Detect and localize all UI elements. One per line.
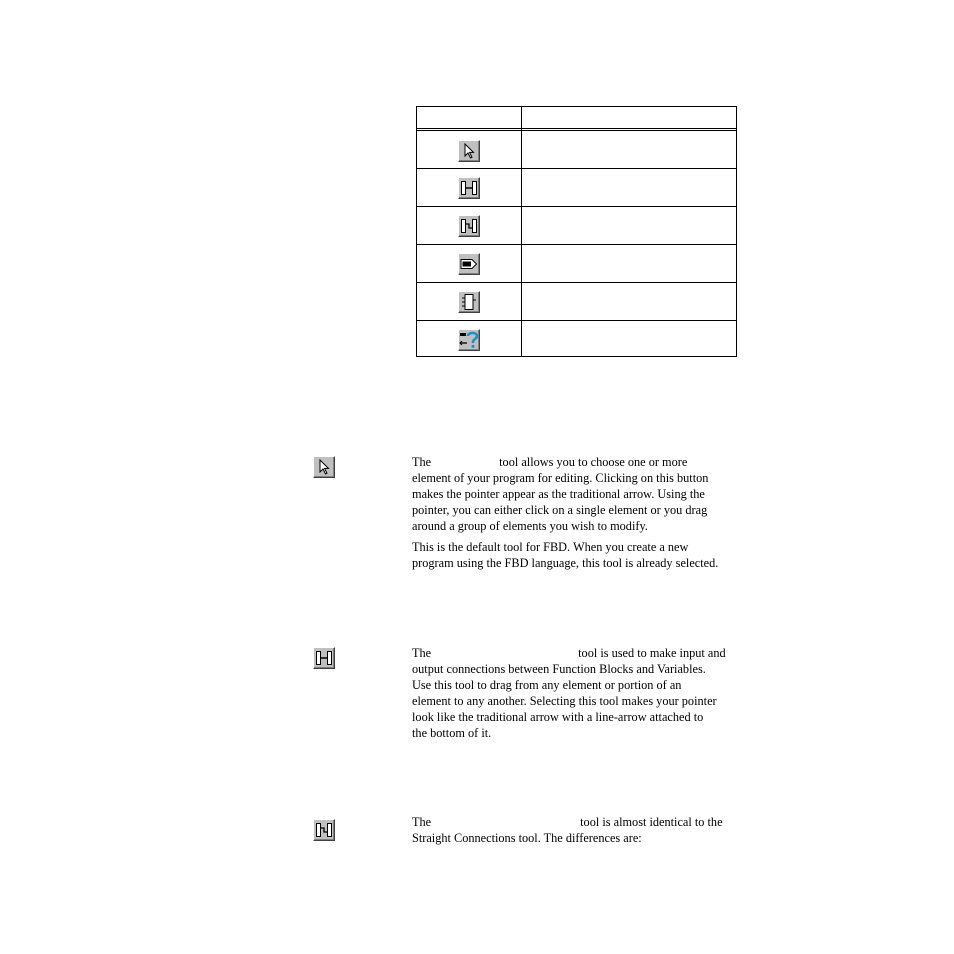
text-line: element of your program for editing. Clicking on this button <box>412 471 709 485</box>
straight-connection-icon <box>313 647 335 669</box>
table-row-selection <box>417 132 521 169</box>
flexible-connection-icon <box>458 215 480 237</box>
help-icon <box>458 329 480 351</box>
selection-tool-icon-wrap <box>313 456 335 478</box>
flexible-tool-icon-wrap <box>313 819 335 841</box>
text-line: around a group of elements you wish to modify. <box>412 519 648 533</box>
text-line: the bottom of it. <box>412 726 492 740</box>
fbd-tool-table <box>416 106 737 357</box>
straight-tool-icon-wrap <box>313 647 335 669</box>
text-line: This is the default tool for FBD. When you create a new <box>412 540 689 554</box>
table-row-straight <box>417 169 521 206</box>
pointer-icon <box>458 140 480 162</box>
text-line: Use this tool to drag from any element or portion of an <box>412 678 682 692</box>
function-block-icon <box>458 291 480 313</box>
text-line: program using the FBD language, this tool is already selected. <box>412 556 719 570</box>
column-divider <box>521 107 522 356</box>
flexible-connection-icon <box>313 819 335 841</box>
text-line: output connections between Function Blocks and Variables. <box>412 662 706 676</box>
text-line: The tool allows you to choose one or more <box>412 455 688 469</box>
table-row-flexible <box>417 207 521 244</box>
text-line: element to any another. Selecting this tool makes your pointer <box>412 694 717 708</box>
straight-description <box>412 645 736 741</box>
table-row-help <box>417 321 521 358</box>
table-row-variable <box>417 245 521 282</box>
text-line: The tool is used to make input and <box>412 646 726 660</box>
flexible-description <box>412 814 736 846</box>
straight-connection-icon <box>458 177 480 199</box>
pointer-icon <box>313 456 335 478</box>
header-rule <box>417 128 736 131</box>
text-line: The tool is almost identical to the <box>412 815 723 829</box>
variable-tag-icon <box>458 253 480 275</box>
text-line: Straight Connections tool. The differences are: <box>412 831 642 845</box>
selection-description <box>412 454 736 534</box>
text-line: makes the pointer appear as the traditional arrow. Using the <box>412 487 705 501</box>
selection-default-note <box>412 539 736 571</box>
text-line: look like the traditional arrow with a line-arrow attached to <box>412 710 704 724</box>
text-line: pointer, you can either click on a single element or you drag <box>412 503 708 517</box>
table-row-block <box>417 283 521 320</box>
